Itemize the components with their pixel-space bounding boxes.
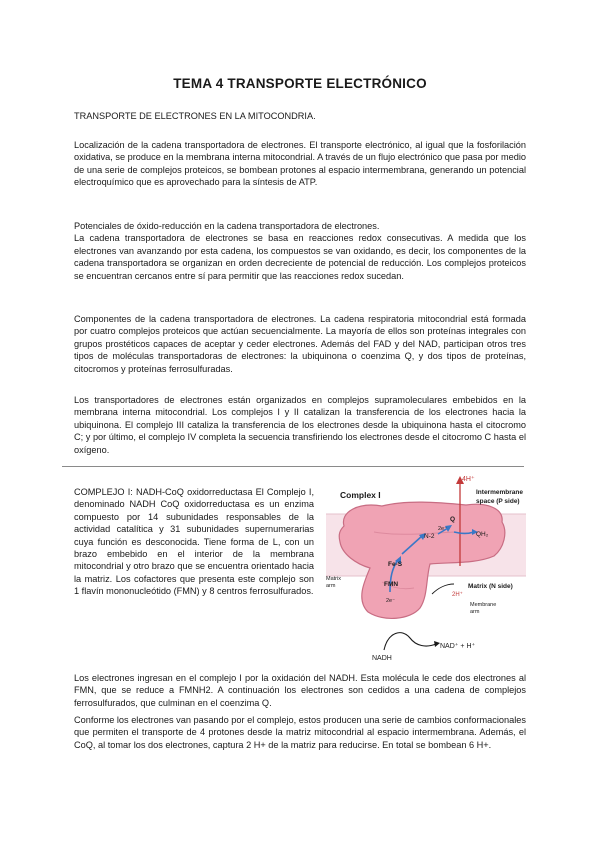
label-membrane-arm-1: Membrane [470,602,497,608]
complex-i-figure [326,472,526,668]
paragraph-conformational-changes: Conforme los electrones van pasando por el complejo, estos producen una serie de cambios conformacionales que permiten el transporte de 4 protones desde la matriz mitocondrial al espacio intermembrana. Además, el CoQ, al tomar los dos electrones, captura 2 H+ de la matriz para reducirse. En total se bombean 6 H+. [74,715,526,750]
label-4h: 4H⁺ [462,476,475,483]
label-complex-i: Complex I [340,490,381,500]
label-q: Q [450,516,456,523]
label-matrix-arm-2: arm [326,583,336,589]
paragraph-redox-potentials: Potenciales de óxido-reducción en la cadena transportadora de electrones. La cadena transportadora de electrones se basa en reacciones redox consecutivas. A medida que los electrones van avanzando por esta cadena, los compuestos se van oxidando, es decir, los componentes de la cadena transportadora se organizan en orden decreciente de potencial de reducción. Los complejos proteicos se encuentran cercanos entre sí para permitir que las reacciones redox sucedan. [74,221,526,281]
label-intermembrane-1: Intermembrane [476,489,523,496]
paragraph-components: Componentes de la cadena transportadora de electrones. La cadena respiratoria mitocondrial está formada por cuatro complejos proteicos que actúan secuencialmente. La mayoría de ellos son proteínas integrales con grupos prostéticos capaces de aceptar y ceder electrones. Además del FAD y del NAD, participan otros tres tipos de moléculas transportadoras de electrones: la ubiquinona o coenzima Q, y dos tipos de proteínas, citocromos y proteínas ferrosulfuradas. [74,314,526,374]
section-divider [62,466,524,467]
label-intermembrane-2: space (P side) [476,498,520,505]
paragraph-nadh-oxidation: Los electrones ingresan en el complejo I por la oxidación del NADH. Esta molécula le cede dos electrones al FMN, que se reduce a FMNH2. A continuación los electrones son cedidos a una cadena de complejos ferrosulfurados, que culminan en el coenzima Q. [74,673,526,708]
nadh-oxidation-arrow [384,633,436,650]
label-matrix-side: Matrix (N side) [468,583,513,590]
label-nad: NAD⁺ + H⁺ [440,643,476,650]
matrix-proton-arrow [432,584,454,594]
paragraph-localization: Localización de la cadena transportadora de electrones. El transporte electrónico, al igual que la fosforilación oxidativa, se produce en la membrana interna mitocondrial. A través de un flujo electrónico que pasa por medio de una serie de complejos proteicos, se bombean protones al espacio intermembrana, generando un potencial electroquímico que es aprovechado para la síntesis de ATP. [74,140,526,188]
label-nadh: NADH [372,655,392,662]
paragraph-transporters: Los transportadores de electrones están organizados en complejos supramoleculares embebidos en la membrana interna mitocondrial. Los complejos I y II catalizan la transferencia de los electrones hacia la ubiquinona. El complejo III cataliza la transferencia de los electrones desde la ubiquinona hasta el citocromo C; y por último, el complejo IV completa la secuencia transfiriendo los electrones desde el citocromo C hasta el oxígeno. [74,395,526,455]
complex-i-protein [339,502,505,618]
document-title: TEMA 4 TRANSPORTE ELECTRÓNICO [173,76,427,91]
label-fes: Fe-S [388,561,403,568]
complex-i-diagram [326,472,526,668]
complex-i-description: COMPLEJO I: NADH-CoQ oxidorreductasa El Complejo I, denominado NADH CoQ oxidorreductasa es un enzima compuesto por 14 subunidades responsables de la actividad catalítica y 31 subunidades supernumerarias cuya función es desconocida. Tiene forma de L, con un brazo embebido en el interior de la membrana mitocondrial y otro brazo que se encuentra orientado hacia la matriz. Los cofactores que presenta este complejo son 1 flavín mononucleótido (FMN) y 8 centros ferrosulfurados. [74,487,314,597]
section-heading: TRANSPORTE DE ELECTRONES EN LA MITOCONDRIA. [74,111,316,121]
label-membrane-arm-2: arm [470,609,480,615]
label-n2: N-2 [424,533,435,540]
label-2e-bottom: 2e⁻ [386,598,396,604]
label-qh2: QH₂ [476,531,489,538]
label-2h: 2H⁺ [452,592,463,598]
label-fmn: FMN [384,581,399,588]
label-2e-top: 2e⁻ [438,526,448,532]
label-matrix-arm-1: Matrix [326,576,341,582]
